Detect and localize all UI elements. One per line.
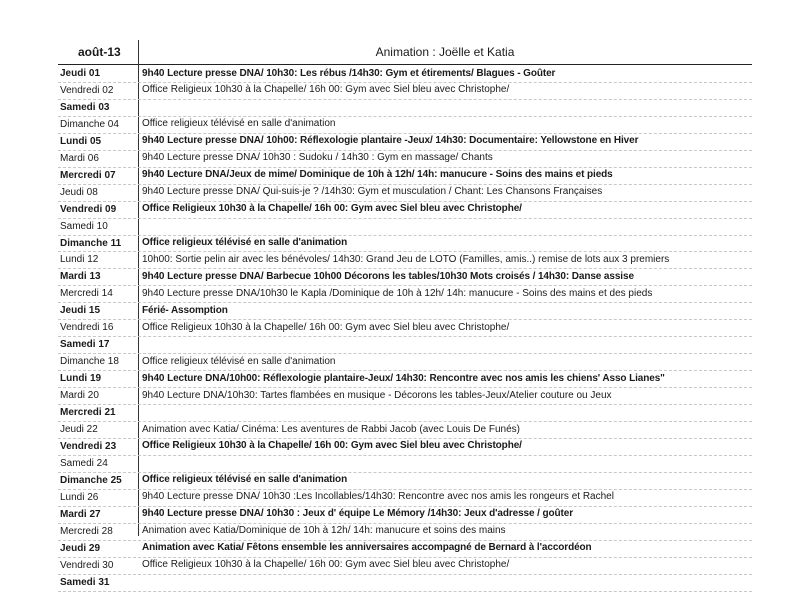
schedule-row [58, 541, 752, 558]
day-label: Samedi 03 [60, 101, 110, 113]
schedule-row [58, 422, 752, 439]
day-label: Samedi 10 [60, 220, 108, 232]
day-label: Vendredi 23 [60, 440, 117, 452]
schedule-row [58, 117, 752, 134]
activity-text: 9h40 Lecture presse DNA/ Barbecue 10h00 Décorons les tables/10h30 Mots croisés / 14h30: Danse assise [142, 270, 634, 282]
activity-text: Office Religieux 10h30 à la Chapelle/ 16h 00: Gym avec Siel bleu avec Christophe/ [142, 203, 522, 215]
activity-text: Office religieux télévisé en salle d'animation [142, 355, 336, 367]
activity-text: Office Religieux 10h30 à la Chapelle/ 16h 00: Gym avec Siel bleu avec Christophe/ [142, 559, 510, 571]
schedule-row [58, 575, 752, 592]
schedule-row [58, 236, 752, 253]
day-label: Mercredi 21 [60, 407, 116, 419]
day-label: Jeudi 08 [60, 186, 98, 198]
schedule-row [58, 202, 752, 219]
schedule-row [58, 320, 752, 337]
day-label: Vendredi 09 [60, 203, 117, 215]
activity-text: 9h40 Lecture DNA/10h00: Réflexologie plantaire-Jeux/ 14h30: Rencontre avec nos amis les chiens' Asso Lianes" [142, 372, 665, 384]
day-label: Dimanche 25 [60, 474, 122, 486]
schedule-row [58, 524, 752, 541]
schedule-row [58, 456, 752, 473]
activity-text: 9h40 Lecture presse DNA/ 10h30 : Sudoku / 14h30 : Gym en massage/ Chants [142, 152, 493, 164]
schedule-row [58, 371, 752, 388]
day-label: Vendredi 30 [60, 559, 114, 571]
activity-text: Office religieux télévisé en salle d'animation [142, 474, 348, 486]
schedule-row [58, 219, 752, 236]
schedule-row [58, 151, 752, 168]
schedule-row [58, 354, 752, 371]
day-label: Dimanche 18 [60, 356, 119, 368]
day-label: Mercredi 07 [60, 169, 116, 181]
day-label: Mercredi 28 [60, 525, 113, 537]
schedule-row [58, 134, 752, 151]
day-label: Dimanche 04 [60, 118, 119, 130]
day-label: Lundi 19 [60, 373, 102, 385]
schedule-row [58, 100, 752, 117]
schedule-row [58, 185, 752, 202]
activity-text: Animation avec Katia/ Cinéma: Les aventures de Rabbi Jacob (avec Louis De Funés) [142, 423, 520, 435]
schedule-title: Animation : Joëlle et Katia [375, 45, 515, 59]
day-label: Samedi 24 [60, 457, 108, 469]
schedule-sheet [58, 40, 752, 588]
header-divider [58, 64, 752, 65]
day-label: Mardi 06 [60, 152, 99, 164]
day-label: Mardi 13 [60, 271, 101, 283]
activity-text: 9h40 Lecture presse DNA/ 10h30: Les rébus /14h30: Gym et étirements/ Blagues - Goûter [142, 67, 556, 79]
activity-text: 9h40 Lecture DNA/10h30: Tartes flambées en musique - Décorons les tables-Jeux/Atelier couture ou Jeux [142, 389, 612, 401]
day-label: Samedi 31 [60, 576, 110, 588]
activity-text: Office Religieux 10h30 à la Chapelle/ 16h 00: Gym avec Siel bleu avec Christophe/ [142, 321, 510, 333]
activity-text: Office religieux télévisé en salle d'animation [142, 237, 348, 249]
day-label: Mercredi 14 [60, 288, 113, 300]
activity-text: Animation avec Katia/Dominique de 10h à 12h/ 14h: manucure et soins des mains [142, 525, 506, 537]
activity-text: Office Religieux 10h30 à la Chapelle/ 16h 00: Gym avec Siel bleu avec Christophe/ [142, 84, 510, 96]
activity-text: 9h40 Lecture presse DNA/10h30 le Kapla /Dominique de 10h à 12h/ 14h: manucure - Soins des mains et des pieds [142, 287, 653, 299]
schedule-row [58, 66, 752, 83]
day-label: Lundi 26 [60, 491, 99, 503]
activity-text: 9h40 Lecture presse DNA/ Qui-suis-je ? /14h30: Gym et musculation / Chant: Les Chansons Françaises [142, 186, 603, 198]
day-label: Lundi 12 [60, 254, 99, 266]
day-label: Vendredi 16 [60, 322, 114, 334]
schedule-row [58, 388, 752, 405]
schedule-row [58, 83, 752, 100]
day-label: Jeudi 29 [60, 542, 101, 554]
day-label: Mardi 20 [60, 390, 99, 402]
day-label: Vendredi 02 [60, 84, 114, 96]
schedule-row [58, 269, 752, 286]
schedule-row [58, 337, 752, 354]
month-label: août-13 [78, 45, 121, 59]
day-label: Samedi 17 [60, 339, 110, 351]
activity-text: 9h40 Lecture presse DNA/ 10h30 : Jeux d' équipe Le Mémory /14h30: Jeux d'adresse / goûter [142, 508, 574, 520]
activity-text: 9h40 Lecture presse DNA/ 10h00: Réflexologie plantaire -Jeux/ 14h30: Documentaire: Yellowstone en Hiver [142, 135, 639, 147]
schedule-row [58, 405, 752, 422]
schedule-row [58, 303, 752, 320]
schedule-rows [58, 66, 752, 592]
activity-text: 9h40 Lecture DNA/Jeux de mime/ Dominique de 10h à 12h/ 14h: manucure - Soins des mains et pieds [142, 169, 613, 181]
schedule-row [58, 490, 752, 507]
day-label: Jeudi 22 [60, 424, 98, 436]
activity-text: Animation avec Katia/ Fêtons ensemble les anniversaires accompagné de Bernard à l'accordéon [142, 542, 592, 554]
schedule-row [58, 286, 752, 303]
day-label: Jeudi 15 [60, 305, 101, 317]
activity-text: Office religieux télévisé en salle d'animation [142, 118, 336, 130]
day-label: Lundi 05 [60, 135, 102, 147]
schedule-row [58, 473, 752, 490]
activity-text: 10h00: Sortie pelin air avec les bénévoles/ 14h30: Grand Jeu de LOTO (Familles, amis..) remise de lots aux 3 premiers [142, 253, 670, 265]
activity-text: Office Religieux 10h30 à la Chapelle/ 16h 00: Gym avec Siel bleu avec Christophe/ [142, 440, 522, 452]
schedule-row [58, 439, 752, 456]
activity-text: 9h40 Lecture presse DNA/ 10h30 :Les Incollables/14h30: Rencontre avec nos amis les rongeurs et Rachel [142, 491, 614, 503]
schedule-row [58, 507, 752, 524]
activity-text: Férié- Assomption [142, 304, 228, 316]
day-label: Dimanche 11 [60, 237, 122, 249]
schedule-row [58, 558, 752, 575]
schedule-row [58, 168, 752, 185]
day-label: Mardi 27 [60, 508, 101, 520]
schedule-row [58, 252, 752, 269]
header-row [58, 40, 752, 64]
day-label: Jeudi 01 [60, 68, 101, 79]
